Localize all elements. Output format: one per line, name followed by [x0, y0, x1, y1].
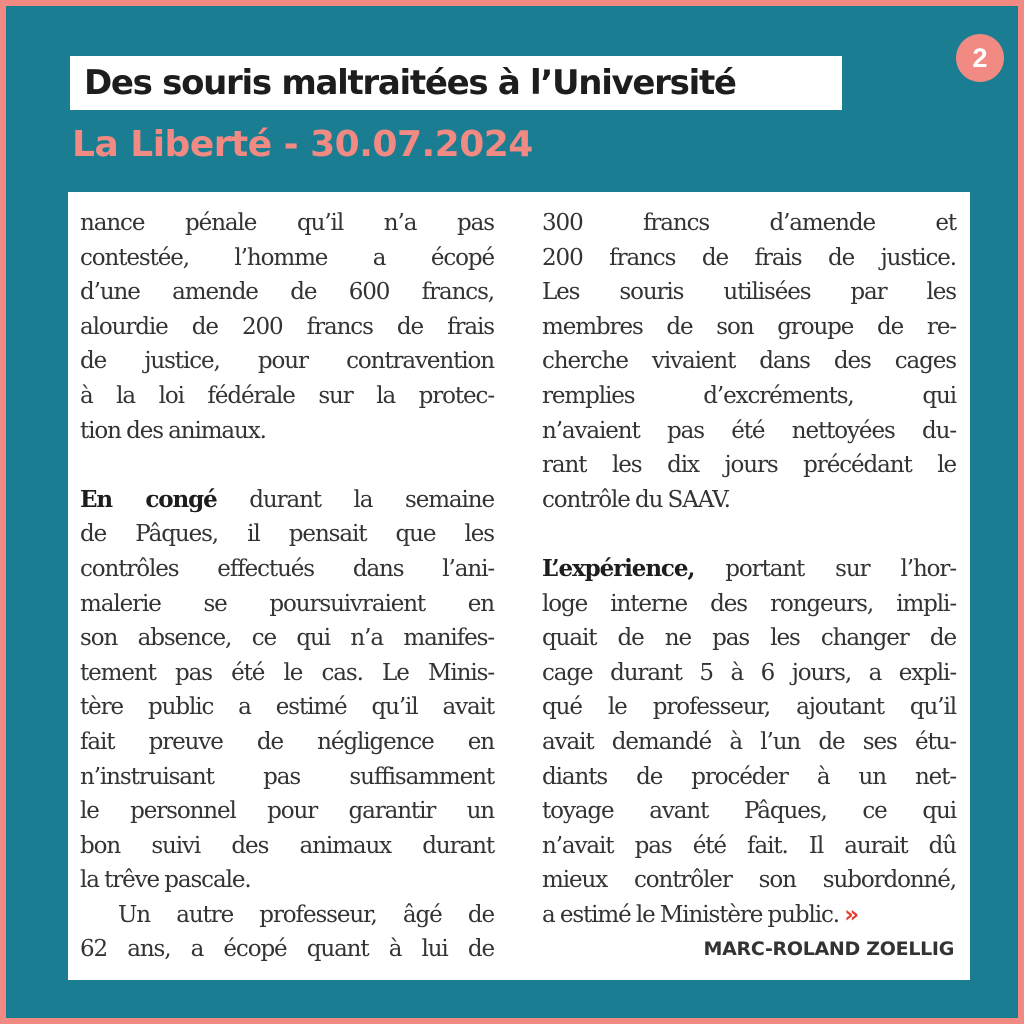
text-line: cage durant 5 à 6 jours, a expli-: [542, 659, 956, 686]
text-line: son absence, ce qui n’a manifes-: [80, 625, 494, 652]
text-line: cherche vivaient dans des cages: [542, 348, 956, 375]
text-line: bon suivi des animaux durant: [80, 832, 494, 859]
text-line: [80, 483, 494, 518]
text-line: malerie se poursuivraient en: [80, 590, 494, 617]
text-line: alourdie de 200 francs de frais: [80, 313, 494, 340]
text-line: contrôle du SAAV.: [542, 486, 730, 513]
text-line: diants de procéder à un net-: [542, 763, 956, 790]
end-of-article-icon: »: [844, 901, 858, 928]
text-line: le personnel pour garantir un: [80, 798, 494, 825]
text-line: 62 ans, a écopé quant à lui de: [80, 936, 494, 963]
text-line: contrôles effectués dans l’ani-: [80, 555, 494, 582]
page-frame: [6, 6, 1018, 1018]
text-line: [542, 552, 956, 587]
author-byline: MARC-ROLAND ZOELLIG: [703, 938, 954, 960]
text-line: 300 francs d’amende et: [542, 210, 956, 236]
paragraph-lead: En congé: [80, 485, 217, 513]
text-line: Les souris utilisées par les: [542, 279, 956, 306]
text-line: qué le professeur, ajoutant qu’il: [542, 694, 956, 721]
text-line: n’avaient pas été nettoyées du-: [542, 417, 956, 444]
text-line: membres de son groupe de re-: [542, 313, 956, 340]
text-line: remplies d’excréments, qui: [542, 382, 956, 409]
text-line: [542, 898, 956, 933]
page-number-badge: 2: [956, 34, 1004, 82]
text-fragment: a estimé le Ministère public.: [542, 901, 839, 928]
text-line: tement pas été le cas. Le Minis-: [80, 659, 494, 686]
article-column-right: [542, 206, 956, 932]
text-line: d’une amende de 600 francs,: [80, 279, 494, 306]
text-fragment: durant la semaine: [216, 486, 495, 513]
text-line: fait preuve de négligence en: [80, 728, 494, 755]
text-line: de justice, pour contravention: [80, 348, 494, 375]
paragraph-gap: [80, 448, 494, 483]
article-column-left: [80, 206, 494, 967]
text-line: quait de ne pas les changer de: [542, 625, 956, 652]
text-line: n’instruisant pas suffisamment: [80, 763, 494, 790]
paragraph-gap: [542, 517, 956, 552]
text-line: loge interne des rongeurs, impli-: [542, 590, 956, 617]
text-line: nance pénale qu’il n’a pas: [80, 210, 494, 236]
text-fragment: portant sur l’hor-: [694, 555, 956, 582]
source-date: La Liberté - 30.07.2024: [72, 124, 533, 165]
text-line: toyage avant Pâques, ce qui: [542, 798, 956, 825]
text-line: tère public a estimé qu’il avait: [80, 694, 494, 721]
text-line: Un autre professeur, âgé de: [118, 901, 494, 928]
text-line: contestée, l’homme a écopé: [80, 244, 494, 271]
headline-box: [70, 56, 842, 110]
paragraph-lead: L’expérience,: [542, 554, 695, 582]
article-clipping: [68, 192, 970, 980]
text-line: la trêve pascale.: [80, 867, 251, 894]
text-line: 200 francs de frais de justice.: [542, 244, 956, 271]
text-line: à la loi fédérale sur la protec-: [80, 382, 494, 409]
text-line: tion des animaux.: [80, 417, 266, 444]
text-line: rant les dix jours précédant le: [542, 452, 956, 479]
text-line: de Pâques, il pensait que les: [80, 521, 494, 548]
text-line: n’avait pas été fait. Il aurait dû: [542, 832, 956, 859]
text-line: avait demandé à l’un de ses étu-: [542, 728, 956, 755]
text-line: mieux contrôler son subordonné,: [542, 867, 956, 894]
headline: Des souris maltraitées à l’Université: [84, 63, 736, 103]
